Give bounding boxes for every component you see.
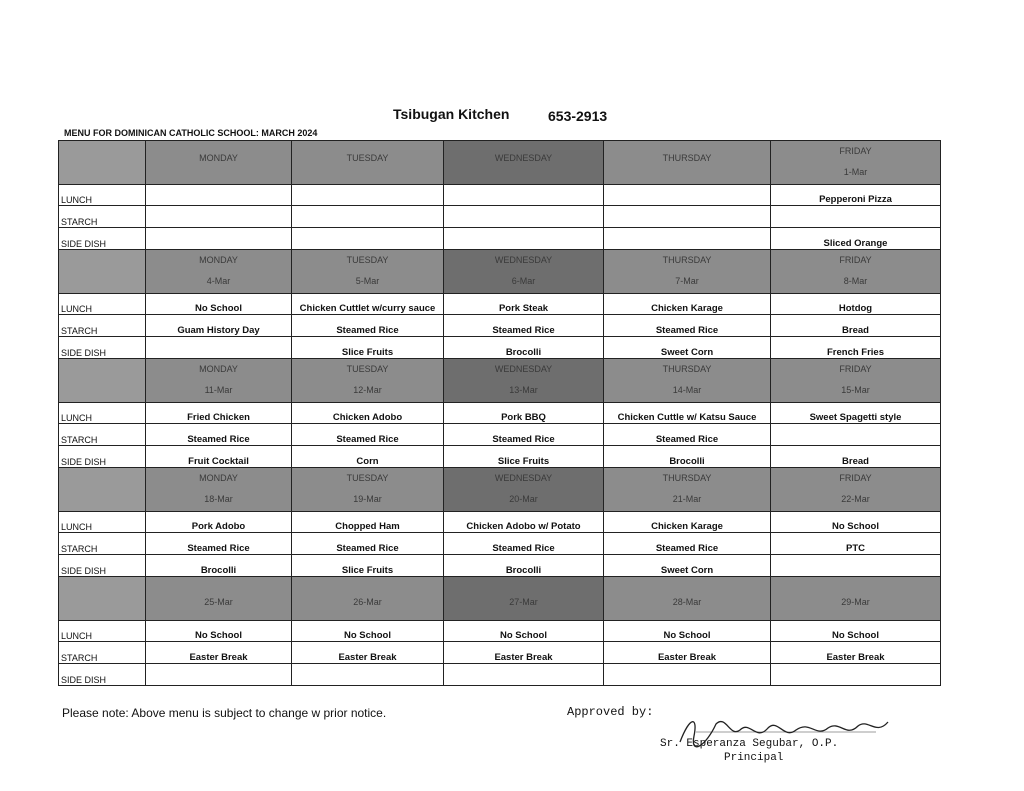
menu-cell: Steamed Rice <box>292 533 444 555</box>
day-name: TUESDAY <box>346 473 389 484</box>
week-header-corner <box>59 467 146 511</box>
menu-cell <box>292 206 444 228</box>
menu-cell: Steamed Rice <box>444 315 604 337</box>
day-date: 20-Mar <box>509 494 538 505</box>
day-header-cell <box>444 576 604 620</box>
day-header-cell <box>292 141 444 185</box>
day-date: 8-Mar <box>843 276 868 287</box>
starch-row <box>59 206 941 228</box>
day-name: THURSDAY <box>662 473 712 484</box>
approved-by-label: Approved by: <box>567 705 654 719</box>
menu-cell: Chicken Karage <box>604 511 771 533</box>
menu-cell: Pork Adobo <box>146 511 292 533</box>
menu-cell: Corn <box>292 446 444 468</box>
menu-cell: Brocolli <box>604 446 771 468</box>
day-header-cell <box>771 249 941 293</box>
week-header-row <box>59 249 941 293</box>
menu-cell: Steamed Rice <box>604 533 771 555</box>
menu-cell: Bread <box>771 446 941 468</box>
starch-row <box>59 424 941 446</box>
menu-cell: Chicken Cuttle w/ Katsu Sauce <box>604 402 771 424</box>
signer-name: Sr. Esperanza Segubar, O.P. <box>660 738 839 750</box>
menu-cell <box>771 555 941 577</box>
menu-cell: Chicken Adobo w/ Potato <box>444 511 604 533</box>
day-name: MONDAY <box>199 152 238 163</box>
menu-cell: Hotdog <box>771 293 941 315</box>
menu-cell <box>444 184 604 206</box>
menu-cell <box>292 664 444 686</box>
menu-cell: Sweet Corn <box>604 555 771 577</box>
menu-cell: Easter Break <box>444 642 604 664</box>
row-label: STARCH <box>59 642 146 664</box>
day-date: 21-Mar <box>672 494 702 505</box>
day-name: WEDNESDAY <box>494 152 553 163</box>
week-header-row <box>59 358 941 402</box>
menu-cell: Sweet Corn <box>604 337 771 359</box>
day-name: FRIDAY <box>839 146 872 157</box>
day-name: FRIDAY <box>839 364 872 375</box>
day-date: 15-Mar <box>841 385 870 396</box>
menu-cell: No School <box>146 620 292 642</box>
day-header-cell <box>444 249 604 293</box>
row-label: STARCH <box>59 315 146 337</box>
day-header-cell <box>292 358 444 402</box>
day-header-cell <box>146 141 292 185</box>
day-header-cell <box>604 576 771 620</box>
day-header-cell <box>604 467 771 511</box>
day-name: MONDAY <box>199 473 238 484</box>
menu-cell <box>292 184 444 206</box>
row-label: LUNCH <box>59 402 146 424</box>
day-header-cell <box>604 249 771 293</box>
menu-cell: No School <box>292 620 444 642</box>
menu-cell: Slice Fruits <box>292 337 444 359</box>
day-date: 26-Mar <box>353 596 382 607</box>
menu-cell: Steamed Rice <box>292 315 444 337</box>
day-header-cell <box>771 358 941 402</box>
menu-cell: Fried Chicken <box>146 402 292 424</box>
menu-cell: Pork BBQ <box>444 402 604 424</box>
day-name: TUESDAY <box>346 152 389 163</box>
menu-cell: No School <box>604 620 771 642</box>
day-name: WEDNESDAY <box>494 364 553 375</box>
menu-cell: No School <box>771 620 941 642</box>
day-header-cell <box>604 358 771 402</box>
day-date: 28-Mar <box>672 596 702 607</box>
menu-cell <box>771 424 941 446</box>
week-header-row <box>59 576 941 620</box>
menu-cell: Easter Break <box>292 642 444 664</box>
menu-cell <box>292 228 444 250</box>
day-date: 13-Mar <box>509 385 538 396</box>
day-date: 7-Mar <box>675 276 699 287</box>
day-header-cell <box>771 141 941 185</box>
menu-cell: Steamed Rice <box>604 424 771 446</box>
menu-cell: Pork Steak <box>444 293 604 315</box>
day-header-cell <box>444 358 604 402</box>
week-header-corner <box>59 141 146 185</box>
menu-cell: Brocolli <box>146 555 292 577</box>
day-header-cell <box>146 358 292 402</box>
side-dish-row <box>59 228 941 250</box>
menu-cell: Slice Fruits <box>444 446 604 468</box>
menu-title: MENU FOR DOMINICAN CATHOLIC SCHOOL: MARCH 2024 <box>64 128 318 138</box>
signature <box>676 712 896 757</box>
day-date: 5-Mar <box>355 276 380 287</box>
row-label: STARCH <box>59 424 146 446</box>
menu-cell: Steamed Rice <box>146 533 292 555</box>
menu-cell: No School <box>444 620 604 642</box>
menu-table <box>58 140 941 686</box>
menu-cell: Sliced Orange <box>771 228 941 250</box>
side-dish-row <box>59 446 941 468</box>
menu-cell: Steamed Rice <box>604 315 771 337</box>
menu-cell: Steamed Rice <box>444 533 604 555</box>
menu-cell <box>146 184 292 206</box>
row-label: SIDE DISH <box>59 228 146 250</box>
day-header-cell <box>146 467 292 511</box>
day-name: WEDNESDAY <box>494 473 553 484</box>
day-date: 25-Mar <box>204 596 233 607</box>
menu-cell <box>604 228 771 250</box>
row-label: LUNCH <box>59 184 146 206</box>
day-date: 14-Mar <box>672 385 702 396</box>
menu-cell <box>444 664 604 686</box>
menu-cell <box>146 206 292 228</box>
row-label: STARCH <box>59 533 146 555</box>
week-header-corner <box>59 249 146 293</box>
row-label: SIDE DISH <box>59 555 146 577</box>
menu-cell: Easter Break <box>771 642 941 664</box>
menu-cell <box>604 206 771 228</box>
day-header-cell <box>146 576 292 620</box>
menu-cell: Fruit Cocktail <box>146 446 292 468</box>
menu-cell: No School <box>146 293 292 315</box>
menu-cell <box>444 228 604 250</box>
day-header-cell <box>444 141 604 185</box>
day-name: TUESDAY <box>346 255 389 266</box>
menu-cell <box>146 228 292 250</box>
day-header-cell <box>292 467 444 511</box>
menu-cell <box>444 206 604 228</box>
day-header-cell <box>604 141 771 185</box>
row-label: LUNCH <box>59 293 146 315</box>
kitchen-name: Tsibugan Kitchen <box>393 106 510 122</box>
day-name: THURSDAY <box>662 255 712 266</box>
day-name: THURSDAY <box>662 364 712 375</box>
starch-row <box>59 533 941 555</box>
menu-cell <box>146 337 292 359</box>
day-name: MONDAY <box>199 255 238 266</box>
lunch-row <box>59 402 941 424</box>
menu-cell: Easter Break <box>604 642 771 664</box>
week-header-corner <box>59 358 146 402</box>
day-date: 22-Mar <box>841 494 870 505</box>
side-dish-row <box>59 555 941 577</box>
row-label: LUNCH <box>59 511 146 533</box>
day-name: WEDNESDAY <box>494 255 553 266</box>
menu-cell: French Fries <box>771 337 941 359</box>
day-header-cell <box>771 576 941 620</box>
day-header-cell <box>292 576 444 620</box>
day-date: 1-Mar <box>843 167 868 178</box>
week-header-row <box>59 467 941 511</box>
lunch-row <box>59 511 941 533</box>
day-date: 19-Mar <box>353 494 382 505</box>
day-date: 4-Mar <box>206 276 231 287</box>
day-date: 12-Mar <box>353 385 382 396</box>
day-name: THURSDAY <box>662 152 712 163</box>
menu-cell: Chopped Ham <box>292 511 444 533</box>
menu-cell: Chicken Karage <box>604 293 771 315</box>
day-date: 11-Mar <box>204 385 233 396</box>
day-header-cell <box>771 467 941 511</box>
day-date: 6-Mar <box>511 276 536 287</box>
week-header-row <box>59 141 941 185</box>
menu-cell: Bread <box>771 315 941 337</box>
menu-cell: PTC <box>771 533 941 555</box>
row-label: SIDE DISH <box>59 446 146 468</box>
menu-cell: Pepperoni Pizza <box>771 184 941 206</box>
menu-cell <box>604 184 771 206</box>
starch-row <box>59 315 941 337</box>
lunch-row <box>59 293 941 315</box>
day-date: 27-Mar <box>509 596 538 607</box>
week-header-corner <box>59 576 146 620</box>
footer-note: Please note: Above menu is subject to change w prior notice. <box>62 706 387 720</box>
day-date: 18-Mar <box>204 494 233 505</box>
menu-cell: Brocolli <box>444 555 604 577</box>
row-label: LUNCH <box>59 620 146 642</box>
day-header-cell <box>292 249 444 293</box>
lunch-row <box>59 620 941 642</box>
row-label: SIDE DISH <box>59 337 146 359</box>
menu-cell <box>146 664 292 686</box>
menu-cell <box>604 664 771 686</box>
kitchen-phone: 653-2913 <box>548 108 608 124</box>
lunch-row <box>59 184 941 206</box>
menu-cell: Steamed Rice <box>444 424 604 446</box>
row-label: STARCH <box>59 206 146 228</box>
menu-cell: Slice Fruits <box>292 555 444 577</box>
menu-cell: Easter Break <box>146 642 292 664</box>
day-header-cell <box>444 467 604 511</box>
menu-cell: Brocolli <box>444 337 604 359</box>
day-name: TUESDAY <box>346 364 389 375</box>
day-name: MONDAY <box>199 364 238 375</box>
starch-row <box>59 642 941 664</box>
menu-cell: Guam History Day <box>146 315 292 337</box>
side-dish-row <box>59 337 941 359</box>
menu-cell: Steamed Rice <box>292 424 444 446</box>
day-header-cell <box>146 249 292 293</box>
menu-cell: Sweet Spagetti style <box>771 402 941 424</box>
menu-cell: Chicken Adobo <box>292 402 444 424</box>
menu-cell: Chicken Cuttlet w/curry sauce <box>292 293 444 315</box>
day-name: FRIDAY <box>839 473 872 484</box>
menu-cell: No School <box>771 511 941 533</box>
menu-cell <box>771 664 941 686</box>
day-date: 29-Mar <box>841 596 870 607</box>
signer-title: Principal <box>724 752 784 764</box>
menu-cell: Steamed Rice <box>146 424 292 446</box>
row-label: SIDE DISH <box>59 664 146 686</box>
day-name: FRIDAY <box>839 255 872 266</box>
menu-cell <box>771 206 941 228</box>
side-dish-row <box>59 664 941 686</box>
